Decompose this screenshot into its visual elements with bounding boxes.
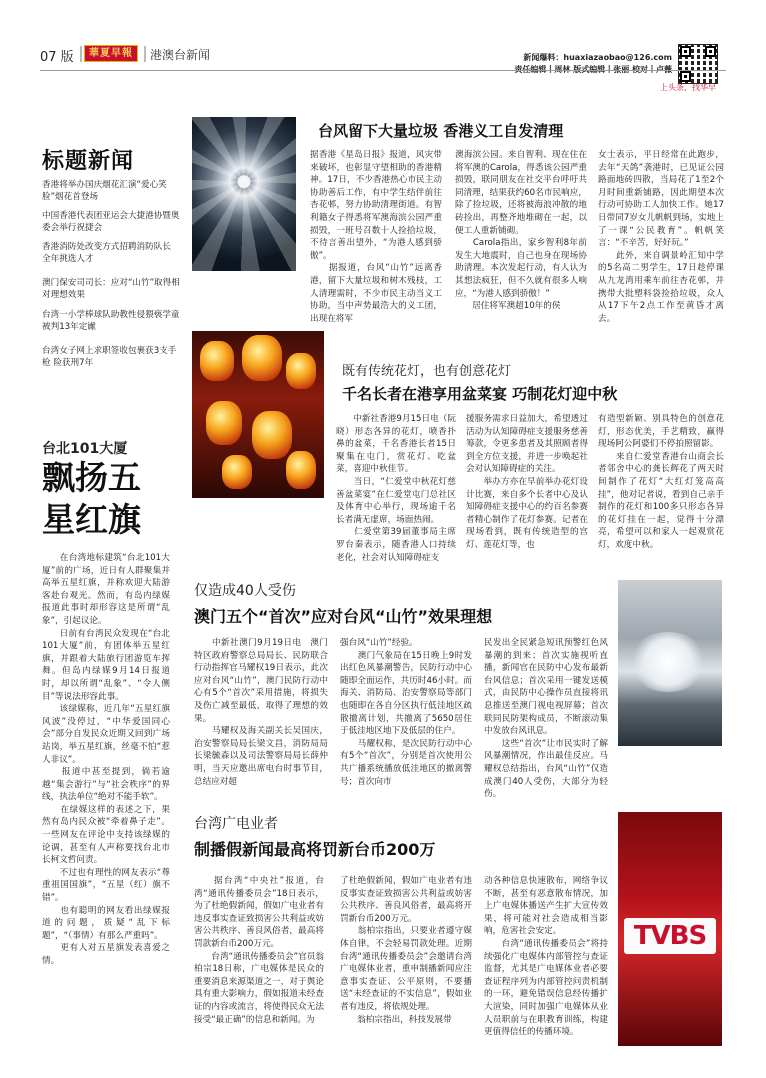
page-number: 07 版 bbox=[40, 50, 74, 65]
typhoon-satellite-photo bbox=[192, 117, 296, 271]
article-column: 强台风“山竹”经验。 澳门气象局在15日晚上9时发出红色风暴潮警告，民防行动中心随即全面运作，共历时46小时。而海关、消防局、治安警察局等部门也随即在各自分区执行低洼地区疏散撤离计划，共撤离了5650居住于低洼地区地下及低层的住户。 马耀权称，是次民防行动中心有5个“首次”，分别是首次使用公共广播系统播放低洼地区的撤离警号；首次向市 bbox=[340, 638, 472, 787]
briefs-heading: 标题新闻 bbox=[42, 149, 135, 174]
tip-email: 新闻爆料：huaxiazaobao@126.com bbox=[523, 53, 672, 62]
brief-item[interactable]: 澳门保安司司长：应对“山竹”取得相对理想效果 bbox=[42, 278, 180, 301]
divider bbox=[144, 46, 146, 62]
divider bbox=[80, 46, 82, 62]
section-title: 港澳台新闻 bbox=[150, 48, 211, 62]
article-column: 有造型新颖、别具特色的创意花灯，形态优美，手艺精致，赢得现场阿公阿婆们不停拍照留影。 来自仁爱堂香港台山商会长者邻舍中心的龚长辉花了两天时间制作了花灯“大红灯笼高高挂”，他对记者说，看到自己亲手制作的花灯和100多只形态各异的花灯挂在一起，觉得十分漂亮，希望可以和家人一起观赏花灯，欢度中秋。 bbox=[598, 414, 724, 550]
headline-taipei-line2[interactable]: 星红旗 bbox=[42, 500, 141, 539]
article-column: 据台湾“中央社”报道，台湾“通讯传播委员会”18日表示，为了杜绝假新闻，假如广电业者有违反事实查证致损害公共利益或妨害公共秩序、善良风俗者，最高将罚款新台币200万元。 台湾“通讯传播委员会”官员翁柏宗18日称，广电媒体是民众的重要消息来源渠道之一，对于舆论具有重大影响力，假如报道未经查证的内容或流言，将使得民众无法接受“最正确”的信息和新闻。为 bbox=[194, 876, 324, 1025]
slogan: 上头条，找华早 bbox=[660, 83, 716, 92]
lantern-photo bbox=[192, 331, 324, 498]
article-column: 据香港《星岛日报》报道，风灾带来破坏，也彰显守望相助的香港精神。17日，不少香港热心市民主动协助善后工作，有中学生结伴前往杏花邨，努力协助清理街道。有智利籍女子得悉将军澳海滨公园严重损毁，一班号召数十人捡拾垃圾，不待言善出望外，“为港人感到骄傲”。 据报道，台风“山竹”远离香港，留下大量垃圾和树木残枝，工人清理需时，不少市民主动当义工协助，当中声势最浩大的义工团，出现在将军 bbox=[310, 150, 442, 324]
kicker-macau: 仅造成40人受伤 bbox=[194, 583, 296, 599]
article-column: 民发出全民紧急短讯预警红色风暴潮的到来；首次实施视听直播，新闻官在民防中心发布最新台风信息；首次采用一键发送模式，由民防中心操作员直接将讯息推送至澳门视电视屏幕；首次联同民防架构成员，不断滚动集中发放台风讯息。 这些“首次”让市民实时了解风暴潮情况，作出最佳反应。马耀权总结指出，台风“山竹”仅造成澳门40人受伤，大部分为轻伤。 bbox=[484, 638, 608, 800]
headline-lantern[interactable]: 千名长者在港享用盆菜宴 巧制花灯迎中秋 bbox=[342, 385, 618, 403]
article-column: 援服务需求日益加大，希望透过活动为认知障碍症支援服务慈善筹款，令更多患者及其照顾者得到全方位支援，并进一步唤起社会对认知障碍症的关注。 举办方亦在早前举办花灯设计比赛，来自多个长者中心及认知障碍症支援中心的约百名参赛者精心制作了花灯参赛。记者在现场看到，既有传统造型的宫灯、莲花灯等，也 bbox=[466, 414, 588, 550]
brief-item[interactable]: 台湾一小学棒球队助教性侵猥亵学童被判13年定谳 bbox=[42, 310, 180, 333]
article-column: 动各种信息快速散布，网络争议不断，甚至有恶意散布情况，加上广电媒体播送产生扩大宣传效果，将可能对社会造成相当影响，危害社会安定。 台湾“通讯传播委员会”将持续强化广电媒体内部管控与查证监督，尤其是广电媒体业者必要查证程序列为内部管控问责机制的一环，避免错误信息经传播扩大渲染，同时加强广电媒体从业人员职前与在职教育训练，构建更值得信任的传播环境。 bbox=[484, 876, 608, 1038]
storm-waves-photo bbox=[618, 580, 722, 746]
article-column: 了杜绝假新闻，假如广电业者有违反事实查证致损害公共利益或妨害公共秩序、善良风俗者，最高将开罚新台币200万元。 翁柏宗指出，只要业者遵守媒体自律，不会轻易罚款处理。近期台湾“通讯传播委员会”会邀请台湾广电媒体业者，重申制播新闻应注意事实查证、公平原则，不要播送“未经查证的不实信息”，假如业者有违反，将依规处理。 翁柏宗指出，科技发展带 bbox=[340, 876, 472, 1025]
brief-item[interactable]: 香港消防处改变方式招聘消防队长 全年挑选人才 bbox=[42, 242, 171, 265]
article-column: 在台湾地标建筑“台北101大厦”前的广场，近日有人群聚集并高举五星红旗，并称欢迎大陆游客赴台观光。然而，有岛内绿媒报道此事时却形容这是所谓“乱象”，引起议论。 日前有台湾民众发现在“台北101大厦”前，有团体举五星红旗，并跟着大陆旅行团游览车挥舞。但岛内绿媒9月14日报道时，却以所谓“乱象”、“令人侧目”等说法形容此事。 该绿媒称，近几年“五星红旗风波”没停过，“中华爱国同心会”部分自发民众近期又回到广场站岗，举五星红旗，丝毫不怕“惹人非议”。 报道中甚至提到，倘若逾越“集会游行”与“社会秩序”的界线，执法单位“绝对不能手软”。 在绿媒这样的表述之下，果然有岛内民众被“牵着鼻子走”。一些网友在评论中支持该绿媒的论调，甚至有人声称要找台北市长柯文哲问责。 不过也有理性的网友表示“尊重祖国国旗”，“五星（红）旗不错”。 也有聪明的网友看出绿媒报道的问题，质疑“乱下标题”，“（事情）有那么严重吗”。 更有人对五星旗发表喜爱之情。 bbox=[42, 553, 170, 966]
article-column: 女士表示，平日经常在此跑步，去年“天鸽”袭港时，已见证公园路面地砖四散，当局花了1至2个月时间重新铺路，因此期望本次行动可协助工人加快工作。她17日带同7岁女儿帆帆到场，实地上了一课“公民教育”。帆帆笑言：“不辛苦，好好玩。” 此外，来自调景岭汇知中学的5名高二男学生，17日趁停课从九龙湾用乘车前往杏花邨，并携带大批塑料袋捡拾垃圾，众人从17下午2点工作至黄昏才离去。 bbox=[598, 150, 724, 324]
brief-item[interactable]: 台湾女子网上求职签收包裹获3支手枪 险获刑7年 bbox=[42, 346, 177, 369]
kicker-tw-media: 台湾广电业者 bbox=[194, 816, 278, 832]
headline-taipei-line1[interactable]: 飘扬五 bbox=[42, 458, 141, 497]
headline-tw-media[interactable]: 制播假新闻最高将罚新台币200万 bbox=[194, 840, 436, 859]
article-column: 澳海滨公园。来自智利、现在住在将军澳的Carola，得悉该公园严重损毁，联同朋友在社交平台呼吁共同清理，结果获约60名市民响应，除了捡垃圾，还将被海浪冲散的地砖捡出，再整齐地堆砌在一起，以便工人重新铺砌。 Carola指出，家乡智利8年前发生大地震时，自己也身在现场协助清理。本次发起行动，有人认为其想法疯狂，但不久就有很多人响应，“为港人感到骄傲！” 居住将军澳超10年的侯 bbox=[455, 150, 587, 312]
brief-item[interactable]: 香港将举办国庆烟花汇演“爱心笑脸”烟花首登场 bbox=[42, 180, 167, 203]
article-column: 中新社澳门9月19日电 澳门特区政府警察总局局长、民防联合行动指挥官马耀权19日表示，此次应对台风“山竹”，澳门民防行动中心有5个“首次”采用措施，将损失及伤亡减至最低，取得了理想的效果。 马耀权及海关副关长吴国庆，治安警察局局长梁文昌，消防局局长梁毓森以及司法警察局局长薛仲明，当天应邀出席电台时事节目，总结应对超 bbox=[194, 638, 328, 787]
kicker-lantern: 既有传统花灯，也有创意花灯 bbox=[342, 364, 512, 379]
header-rule bbox=[40, 70, 726, 71]
article-column: 中新社香港9月15日电（阮晓）形态各异的花灯，喷香扑鼻的盆菜，千名香港长者15日聚集在屯门，赏花灯、吃盆菜，喜迎中秋佳节。 当日，“仁爱堂中秋花灯慈善盆菜宴”在仁爱堂屯门总社区及体育中心举行，现场逾千名长者满无虚席，场面热闹。 仁爱堂第39届董事局主席罗台秦表示，随香港人口持续老化，社会对认知障碍症支 bbox=[336, 414, 456, 563]
headline-typhoon[interactable]: 台风留下大量垃圾 香港义工自发清理 bbox=[318, 122, 564, 140]
newspaper-logo: 華夏早報 bbox=[84, 45, 138, 62]
tvbs-building-photo: TVBS bbox=[618, 812, 722, 1046]
headline-macau[interactable]: 澳门五个“首次”应对台风“山竹”效果理想 bbox=[194, 607, 493, 626]
kicker-taipei: 台北101大厦 bbox=[42, 441, 128, 457]
brief-item[interactable]: 中国香港代表团亚运会大捷港协暨奥委会举行祝捷会 bbox=[42, 211, 180, 234]
qr-code-icon bbox=[678, 44, 718, 84]
